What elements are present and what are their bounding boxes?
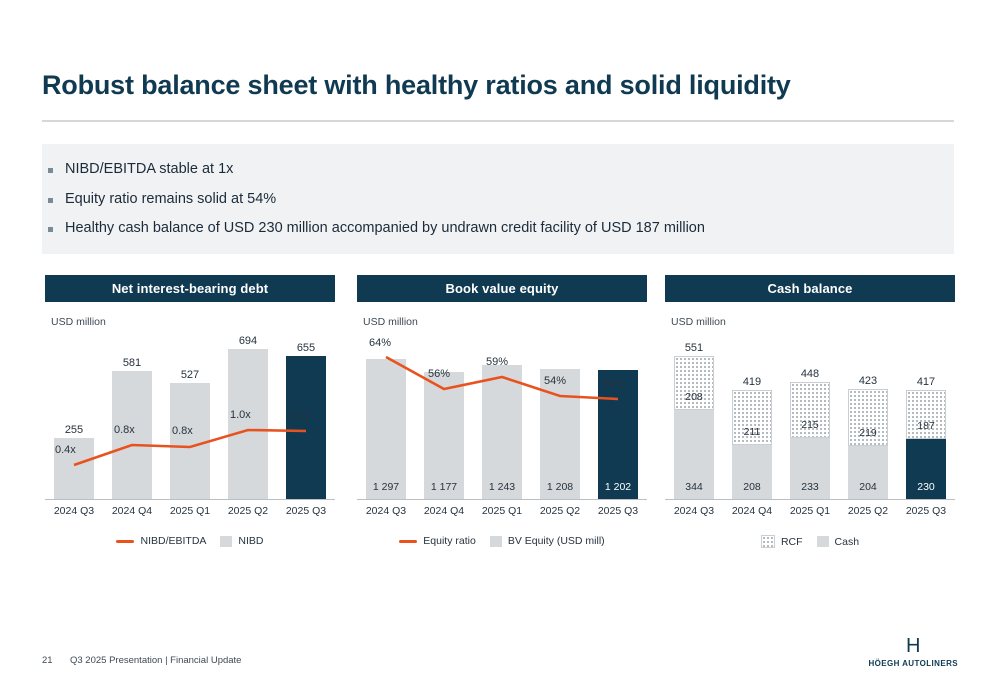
chart-panel-cash-balance (665, 275, 955, 548)
bar-rcf (906, 390, 946, 439)
title-divider (42, 120, 954, 122)
bar-value-label: 527 (180, 369, 200, 381)
legend-label: BV Equity (USD mill) (507, 535, 605, 547)
bar-value-label: 1 297 (372, 481, 400, 493)
x-tick-label: 2024 Q3 (53, 505, 95, 517)
page-number: 21 (42, 655, 53, 666)
chart-unit-label: USD million (51, 316, 106, 328)
bar-slot (781, 331, 839, 499)
x-axis (357, 499, 647, 500)
legend-box-swatch-icon (490, 536, 502, 547)
bar-value-label: 255 (64, 424, 84, 436)
line-point-label: 64% (369, 337, 392, 349)
bar-value-label: 187 (917, 420, 935, 432)
x-tick-label: 2025 Q2 (539, 505, 581, 517)
bar-cash (790, 438, 830, 499)
x-axis-labels (357, 505, 647, 517)
x-tick-label: 2025 Q1 (481, 505, 523, 517)
x-axis (665, 499, 955, 500)
legend-item (116, 535, 206, 547)
bar-nibd (228, 349, 268, 499)
chart-title: Book value equity (357, 275, 647, 302)
bar-bv-equity (540, 369, 580, 499)
bar-slot (415, 331, 473, 499)
legend-line-swatch-icon (116, 540, 134, 543)
chart-legend (665, 535, 955, 548)
bar-bv-equity (482, 365, 522, 499)
bar-value-label: 344 (685, 481, 703, 493)
bar-slot (45, 331, 103, 499)
bar-value-label: 215 (801, 419, 819, 431)
line-point-label: 56% (428, 368, 451, 380)
legend-box-swatch-icon (817, 536, 829, 547)
bar-value-label: 1 208 (546, 481, 574, 493)
chart-title: Net interest-bearing debt (45, 275, 335, 302)
bar-value-label: 233 (801, 481, 819, 493)
x-tick-label: 2024 Q3 (365, 505, 407, 517)
logo-mark-icon: H (906, 635, 921, 657)
legend-item (399, 535, 476, 547)
line-point-label: 0.8x (114, 424, 135, 436)
company-logo (868, 636, 958, 668)
bar-cash (674, 410, 714, 499)
bar-rcf (674, 356, 714, 410)
legend-item (761, 535, 803, 548)
bar-slot (103, 331, 161, 499)
list-item (48, 219, 948, 239)
bar-total-label: 448 (800, 368, 820, 380)
bar-nibd-highlight (286, 356, 326, 499)
bar-total-label: 551 (684, 342, 704, 354)
line-point-label: 59% (486, 356, 509, 368)
chart-plot-area (45, 332, 335, 500)
bar-total-label: 419 (742, 376, 762, 388)
bar-slot (723, 331, 781, 499)
bar-total-label: 423 (858, 375, 878, 387)
x-axis (45, 499, 335, 500)
legend-box-swatch-icon (220, 536, 232, 547)
bar-value-label: 204 (859, 481, 877, 493)
x-axis-labels (45, 505, 335, 517)
line-point-label: 54% (544, 375, 567, 387)
x-tick-label: 2024 Q3 (673, 505, 715, 517)
bar-slot (897, 331, 955, 499)
bar-slot (357, 331, 415, 499)
x-tick-label: 2025 Q2 (227, 505, 269, 517)
bar-slot (531, 331, 589, 499)
x-tick-label: 2025 Q3 (285, 505, 327, 517)
bar-value-label: 208 (743, 481, 761, 493)
x-axis-labels (665, 505, 955, 517)
chart-plot-area (665, 332, 955, 500)
chart-legend (357, 535, 647, 547)
line-point-label: 1.0x (289, 410, 310, 422)
bar-value-label: 694 (238, 335, 258, 347)
bullet-square-icon (48, 198, 53, 203)
bar-cash (732, 445, 772, 499)
bar-nibd (170, 383, 210, 499)
legend-label: RCF (780, 535, 803, 548)
bar-value-label: 1 202 (604, 481, 632, 493)
chart-panel-book-value-equity (357, 275, 647, 547)
x-tick-label: 2024 Q4 (731, 505, 773, 517)
bar-rcf (732, 390, 772, 445)
bar-value-label: 581 (122, 357, 142, 369)
x-tick-label: 2024 Q4 (423, 505, 465, 517)
bar-value-label: 1 243 (488, 481, 516, 493)
bar-value-label: 208 (685, 391, 703, 403)
bullet-text: Equity ratio remains solid at 54% (65, 190, 277, 207)
legend-pattern-swatch-icon (761, 535, 775, 548)
bar-rcf (790, 382, 830, 438)
x-tick-label: 2025 Q1 (169, 505, 211, 517)
bar-value-label: 1 177 (430, 481, 458, 493)
x-tick-label: 2025 Q3 (905, 505, 947, 517)
legend-label: Cash (834, 535, 860, 548)
bar-value-label: 230 (917, 481, 935, 493)
bullet-list (48, 160, 948, 249)
bar-value-label: 219 (859, 427, 877, 439)
bullet-text: Healthy cash balance of USD 230 million accompanied by undrawn credit facility of USD 187 million (65, 220, 705, 237)
chart-plot-area (357, 332, 647, 500)
list-item (48, 190, 948, 210)
bar-rcf (848, 389, 888, 446)
x-tick-label: 2025 Q1 (789, 505, 831, 517)
x-tick-label: 2025 Q3 (597, 505, 639, 517)
footer-text: Q3 2025 Presentation | Financial Update (70, 655, 242, 666)
legend-line-swatch-icon (399, 540, 417, 543)
legend-label: Equity ratio (423, 535, 476, 547)
bar-cash-highlight (906, 439, 946, 499)
page-title: Robust balance sheet with healthy ratios and solid liquidity (42, 70, 791, 100)
legend-item (220, 535, 263, 547)
chart-unit-label: USD million (363, 316, 418, 328)
logo-name: HÖEGH AUTOLINERS (868, 659, 958, 668)
bar-slot (839, 331, 897, 499)
bar-total-label: 417 (916, 376, 936, 388)
list-item (48, 160, 948, 180)
legend-item (490, 535, 605, 547)
bar-slot (589, 331, 647, 499)
chart-unit-label: USD million (671, 316, 726, 328)
bullet-square-icon (48, 227, 53, 232)
chart-legend (45, 535, 335, 547)
bar-cash (848, 446, 888, 499)
legend-item (817, 536, 860, 548)
line-point-label: 54% (603, 378, 626, 390)
bar-value-label: 655 (296, 342, 316, 354)
bar-bv-equity (424, 372, 464, 499)
bar-slot (665, 331, 723, 499)
chart-panel-nibd (45, 275, 335, 547)
bar-slot (161, 331, 219, 499)
x-tick-label: 2024 Q4 (111, 505, 153, 517)
line-point-label: 1.0x (230, 409, 251, 421)
bar-value-label: 211 (743, 426, 761, 438)
bar-group (665, 331, 955, 499)
line-point-label: 0.4x (55, 444, 76, 456)
bullet-text: NIBD/EBITDA stable at 1x (65, 161, 234, 177)
bullet-square-icon (48, 168, 53, 173)
chart-title: Cash balance (665, 275, 955, 302)
line-point-label: 0.8x (172, 425, 193, 437)
x-tick-label: 2025 Q2 (847, 505, 889, 517)
legend-label: NIBD (238, 535, 264, 547)
legend-label: NIBD/EBITDA (140, 535, 207, 547)
bar-bv-equity (366, 359, 406, 499)
